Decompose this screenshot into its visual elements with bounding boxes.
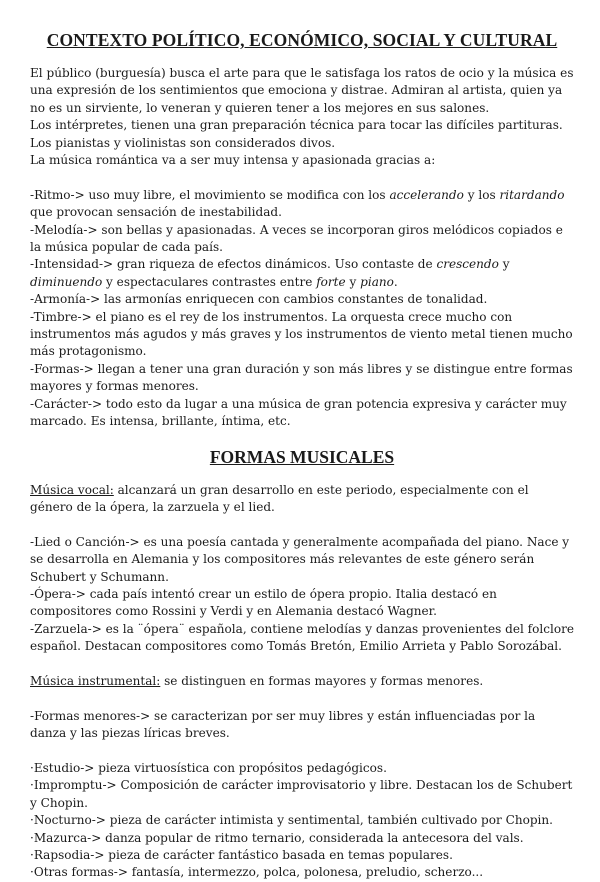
formas-item: -Formas-> llegan a tener una gran duración y son más libres y se distingue entre formas mayores y formas menores. xyxy=(30,361,573,394)
armonia-item: -Armonía-> las armonías enriquecen con cambios constantes de tonalidad. xyxy=(30,292,488,307)
caracter-item: -Carácter-> todo esto da lugar a una música de gran potencia expresiva y carácter muy marcado. Es intensa, brillante, íntima, etc. xyxy=(30,396,567,429)
timbre-item: -Timbre-> el piano es el rey de los instrumentos. La orquesta crece mucho con instrumentos más agudos y más graves y los instrumentos de viento metal tienen mucho más protagonismo. xyxy=(30,309,573,359)
instrumental-label: Música instrumental: xyxy=(30,673,161,688)
intro-paragraph-2: Los intérpretes, tienen una gran preparación técnica para tocar las difíciles partituras. Los pianistas y violinistas son considerados divos. xyxy=(30,118,563,150)
vocal-paragraph: Música vocal: alcanzará un gran desarrollo en este periodo, especialmente con el género de la ópera, la zarzuela y el lied. xyxy=(30,482,529,514)
list-item: ·Impromptu-> Composición de carácter improvisatorio y libre. Destacan los de Schubert y Chopin. xyxy=(30,778,573,810)
list-item: ·Mazurca-> danza popular de ritmo ternario, considerada la antecesora del vals. xyxy=(30,830,524,845)
section-title-formas: FORMAS MUSICALES xyxy=(209,446,395,467)
section-title-context: CONTEXTO POLÍTICO, ECONÓMICO, SOCIAL Y CULTURAL xyxy=(46,30,558,50)
list-item: ·Nocturno-> pieza de carácter intimista y sentimental, también cultivado por Chopin. xyxy=(30,813,553,828)
intro-paragraph-1: El público (burguesía) busca el arte para que le satisfaga los ratos de ocio y la música es una expresión de los sentimientos que emociona y distrae. Admiran al artista, quien ya no es un sirviente, lo veneran y quieren tener a los mejores en sus salones. xyxy=(30,66,574,115)
list-item: ·Estudio-> pieza virtuosística con propósitos pedagógicos. xyxy=(30,760,387,775)
opera-item: -Ópera-> cada país intentó crear un estilo de ópera propio. Italia destacó en compositores como Rossini y Verdi y en Alemania destacó Wagner. xyxy=(30,586,497,619)
melodia-item: -Melodía-> son bellas y apasionadas. A veces se incorporan giros melódicos copiados e la música popular de cada país. xyxy=(30,222,563,255)
list-item: ·Rapsodia-> pieza de carácter fantástico basada en temas populares. xyxy=(30,847,453,862)
vocal-label: Música vocal: xyxy=(30,482,114,497)
formas-menores-item: -Formas menores-> se caracterizan por ser muy libres y están influenciadas por la danza y las piezas líricas breves. xyxy=(30,708,536,741)
zarzuela-item: -Zarzuela-> es la ¨ópera¨ española, contiene melodías y danzas provenientes del folclore español. Destacan compositores como Tomás Bretón, Emilio Arrieta y Pablo Sorozábal. xyxy=(30,621,574,654)
intensidad-item: -Intensidad-> gran riqueza de efectos dinámicos. Uso contaste de crescendo y diminuendo y espectaculares contrastes entre forte y piano. xyxy=(30,257,510,289)
ritmo-item: -Ritmo-> uso muy libre, el movimiento se modifica con los accelerando y los ritardando que provocan sensación de inestabilidad. xyxy=(30,187,565,220)
intro-paragraph-3: La música romántica va a ser muy intensa y apasionada gracias a: xyxy=(30,153,436,168)
instrumental-paragraph: Música instrumental: se distinguen en formas mayores y formas menores. xyxy=(30,673,484,688)
lied-item: -Lied o Canción-> es una poesía cantada y generalmente acompañada del piano. Nace y se desarrolla en Alemania y los compositores más relevantes de este género serán Schubert y Schumann. xyxy=(30,534,570,584)
list-item: ·Otras formas-> fantasía, intermezzo, polca, polonesa, preludio, scherzo... xyxy=(30,865,484,880)
